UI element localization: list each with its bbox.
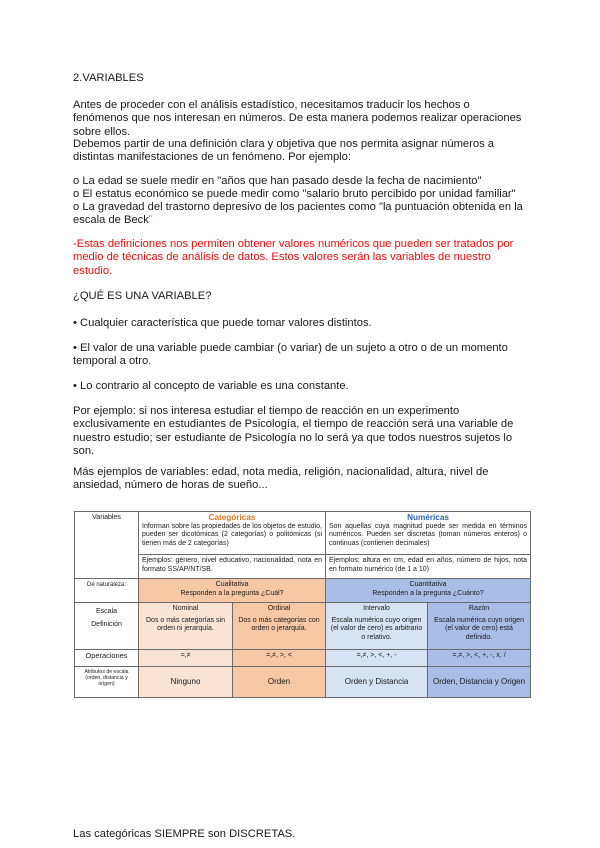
variables-header-cell: [75, 512, 139, 579]
bullet-item-2: • El valor de una variable puede cambiar (o variar) de un sujeto a otro o de un momento temporal a otro.: [73, 342, 508, 368]
definition-paragraph: Debemos partir de una definición clara y objetiva que nos permita asignar números a distintas manifestaciones de un fenómeno. Por ejemplo:: [73, 138, 495, 164]
scale-def-nominal: Dos o más categorías sin orden ni jerarquía.: [146, 616, 225, 633]
cuantitativa-label: Cuantitativa: [409, 581, 447, 588]
categoricas-header-cell: [139, 512, 326, 555]
scale-def-ordinal: Dos o más categorías con orden o jerarquía.: [238, 616, 320, 633]
more-examples-paragraph: Más ejemplos de variables: edad, nota media, religión, nacionalidad, altura, nivel de ansiedad, número de horas de sueño...: [73, 466, 489, 492]
operaciones-label: Operaciones: [85, 651, 128, 660]
categoricas-examples-cell: [139, 555, 326, 579]
attributes-nominal: Ninguno: [170, 676, 201, 686]
scale-cell-nominal: [139, 603, 233, 650]
scale-name-intervalo: Intervalo: [363, 605, 390, 612]
attributes-cell-intervalo: [326, 667, 428, 698]
operations-ordinal: =,≠, >, <: [266, 652, 292, 659]
numericas-description: Son aquellas cuya magnitud puede ser medida en términos numéricos. Pueden ser discretas (toman números enteros) o continuas (contienen decimales): [329, 522, 528, 547]
numericas-header-cell: [326, 512, 531, 555]
example-item-2: o El estatus económico se puede medir como "salario bruto percibido por unidad familiar": [73, 188, 516, 200]
cualitativa-cell: [139, 579, 326, 603]
categoricas-examples: Ejemplos: género, nivel educativo, nacionalidad, nota en formato SS/AP/NT/SB.: [142, 557, 323, 573]
operations-cell-ordinal: [233, 650, 326, 667]
naturaleza-label-cell: [75, 579, 139, 603]
scale-def-razon: Escala numérica cuyo origen (el valor de cero) está definido.: [434, 616, 524, 641]
question-heading: ¿QUÉ ES UNA VARIABLE?: [73, 290, 212, 302]
scale-name-ordinal: Ordinal: [267, 605, 291, 612]
bullet-item-1: • Cualquier característica que puede tomar valores distintos.: [73, 317, 372, 329]
cuantitativa-cell: [326, 579, 531, 603]
scale-cell-intervalo: [326, 603, 428, 650]
example-item-1: o La edad se suele medir en "años que han pasado desde la fecha de nacimiento": [73, 175, 482, 187]
bullet-item-3: • Lo contrario al concepto de variable es una constante.: [73, 380, 349, 392]
escala-definicion-label-cell: [75, 603, 139, 650]
scale-cell-ordinal: [233, 603, 326, 650]
operations-cell-intervalo: [326, 650, 428, 667]
attributes-cell-ordinal: [233, 667, 326, 698]
operations-razon: =,≠, >, <, +, -, x, /: [452, 652, 506, 659]
operations-cell-razon: [428, 650, 531, 667]
atributos-label: Atributos de escala (orden, distancia y origen): [84, 669, 129, 688]
escala-label: Escala: [95, 608, 117, 615]
example-paragraph: Por ejemplo: si nos interesa estudiar el tiempo de reacción en un experimento exclusivamente en estudiantes de Psicología, el tiempo de reacción será una variable de nuestro estudio; ser estudiante de Psicología no lo será ya que todos nuestros sujetos lo son.: [73, 405, 514, 458]
cuantitativa-question: Responden a la pregunta ¿Cuánto?: [372, 589, 484, 597]
scale-name-nominal: Nominal: [172, 605, 199, 612]
operations-nominal: =,≠: [180, 652, 191, 659]
definicion-label: Definición: [91, 621, 122, 628]
scale-def-intervalo: Escala numérica cuyo origen (el valor de cero) es arbitrario o relativo.: [330, 616, 423, 641]
cualitativa-question: Responden a la pregunta ¿Cuál?: [180, 589, 284, 597]
red-note-paragraph: -Estas definiciones nos permiten obtener valores numéricos que pueden ser tratados por medio de técnicas de análisis de datos. Estos valores serán las variables de nuestro estudio.: [73, 238, 514, 277]
attributes-cell-razon: [428, 667, 531, 698]
naturaleza-label: De naturaleza:: [86, 582, 127, 588]
categoricas-title: Categóricas: [208, 513, 256, 522]
operations-intervalo: =,≠, >, <, +, -: [356, 652, 397, 659]
atributos-label-cell: [75, 667, 139, 698]
numericas-title: Numéricas: [407, 513, 449, 522]
cualitativa-label: Cualitativa: [215, 581, 249, 588]
variables-table: [74, 511, 531, 698]
attributes-intervalo: Orden y Distancia: [344, 676, 409, 686]
operaciones-label-cell: [75, 650, 139, 667]
scale-name-razon: Razón: [468, 605, 490, 612]
footer-note: Las categóricas SIEMPRE son DISCRETAS.: [73, 828, 296, 841]
attributes-razon: Orden, Distancia y Origen: [433, 676, 526, 686]
scale-cell-razon: [428, 603, 531, 650]
numericas-examples: Ejemplos: altura en cm, edad en años, número de hijos, nota en formato numérico (de 1 a 10): [329, 557, 528, 573]
numericas-examples-cell: [326, 555, 531, 579]
attributes-ordinal: Orden: [267, 676, 291, 686]
attributes-cell-nominal: [139, 667, 233, 698]
section-heading: 2.VARIABLES: [73, 72, 144, 84]
categoricas-description: Informan sobre las propiedades de los objetos de estudio, pueden ser dicotómicas (2 categorías) o politómicas (si tienen más de 2 categorías): [142, 522, 323, 547]
variables-label: Variables: [92, 514, 121, 521]
example-item-3: o La gravedad del trastorno depresivo de los pacientes como "la puntuación obtenida en la escala de Beck¨: [73, 201, 523, 227]
operations-cell-nominal: [139, 650, 233, 667]
intro-paragraph: Antes de proceder con el análisis estadístico, necesitamos traducir los hechos o fenómenos que nos interesan en números. De esta manera podemos realizar operaciones sobre ellos.: [73, 99, 522, 138]
